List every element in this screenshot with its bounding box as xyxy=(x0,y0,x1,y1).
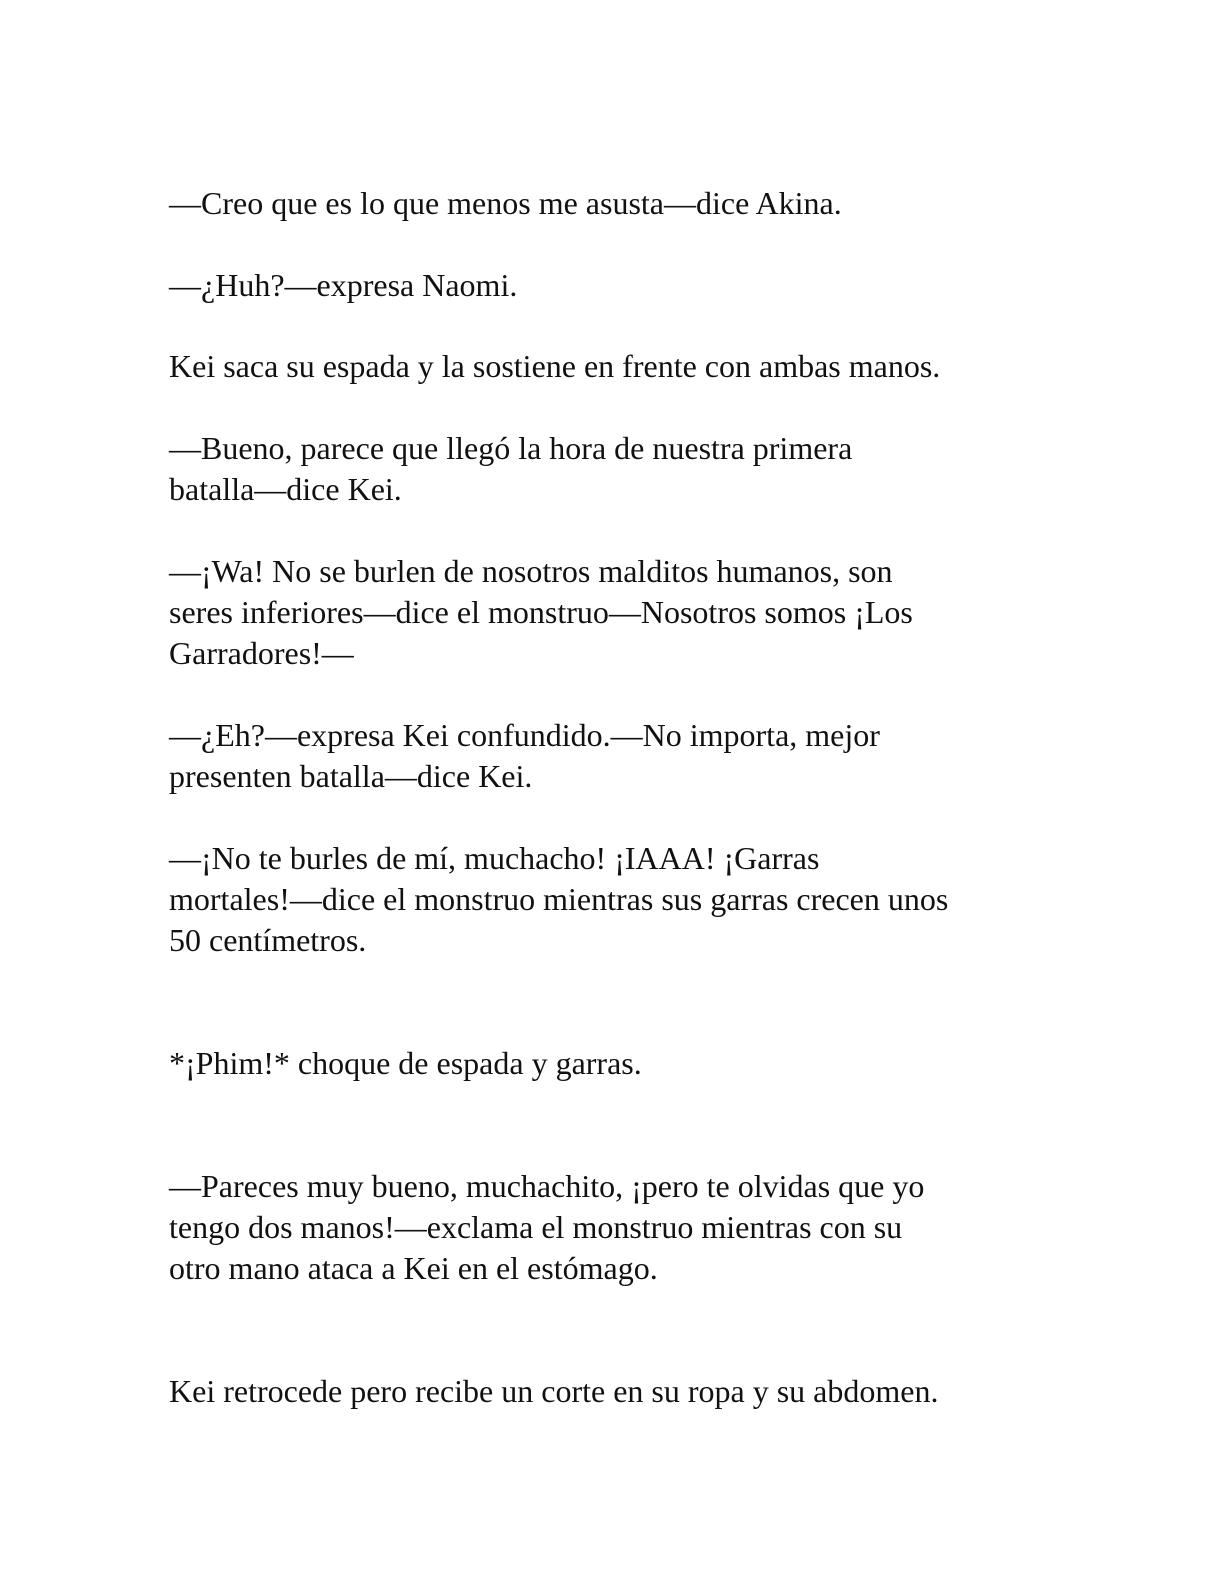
text-line: seres inferiores—dice el monstruo—Nosotros somos ¡Los xyxy=(169,594,913,630)
text-line: —¡No te burles de mí, muchacho! ¡IAAA! ¡Garras xyxy=(169,840,820,876)
paragraph-monster-garradores xyxy=(169,551,1069,674)
text-line: Kei saca su espada y la sostiene en frente con ambas manos. xyxy=(169,348,941,384)
text-line: —Bueno, parece que llegó la hora de nuestra primera xyxy=(169,430,853,466)
text-line: batalla—dice Kei. xyxy=(169,471,402,507)
paragraph-kei-battle xyxy=(169,428,1069,510)
text-line: tengo dos manos!—exclama el monstruo mientras con su xyxy=(169,1209,903,1245)
text-line: —Creo que es lo que menos me asusta—dice Akina. xyxy=(169,185,842,221)
text-line: —¡Wa! No se burlen de nosotros malditos humanos, son xyxy=(169,553,893,589)
text-line: —¿Eh?—expresa Kei confundido.—No importa, mejor xyxy=(169,717,880,753)
paragraph-phim-clash xyxy=(169,1043,1069,1084)
paragraph-kei-confused xyxy=(169,715,1069,797)
text-line: presenten batalla—dice Kei. xyxy=(169,758,533,794)
text-line: 50 centímetros. xyxy=(169,922,367,958)
paragraph-garras-mortales xyxy=(169,838,1069,961)
paragraph-naomi-dialogue xyxy=(169,265,1069,306)
paragraph-narration-sword xyxy=(169,346,1069,387)
text-line: Kei retrocede pero recibe un corte en su ropa y su abdomen. xyxy=(169,1373,939,1409)
text-line: mortales!—dice el monstruo mientras sus garras crecen unos xyxy=(169,881,949,917)
paragraph-two-hands xyxy=(169,1166,1069,1289)
text-line: otro mano ataca a Kei en el estómago. xyxy=(169,1250,658,1286)
text-line: *¡Phim!* choque de espada y garras. xyxy=(169,1045,642,1081)
text-line: Garradores!— xyxy=(169,635,354,671)
text-line: —Pareces muy bueno, muchachito, ¡pero te olvidas que yo xyxy=(169,1168,925,1204)
paragraph-kei-retreats xyxy=(169,1371,1069,1412)
paragraph-akina-dialogue xyxy=(169,183,1069,224)
text-line: —¿Huh?—expresa Naomi. xyxy=(169,267,518,303)
